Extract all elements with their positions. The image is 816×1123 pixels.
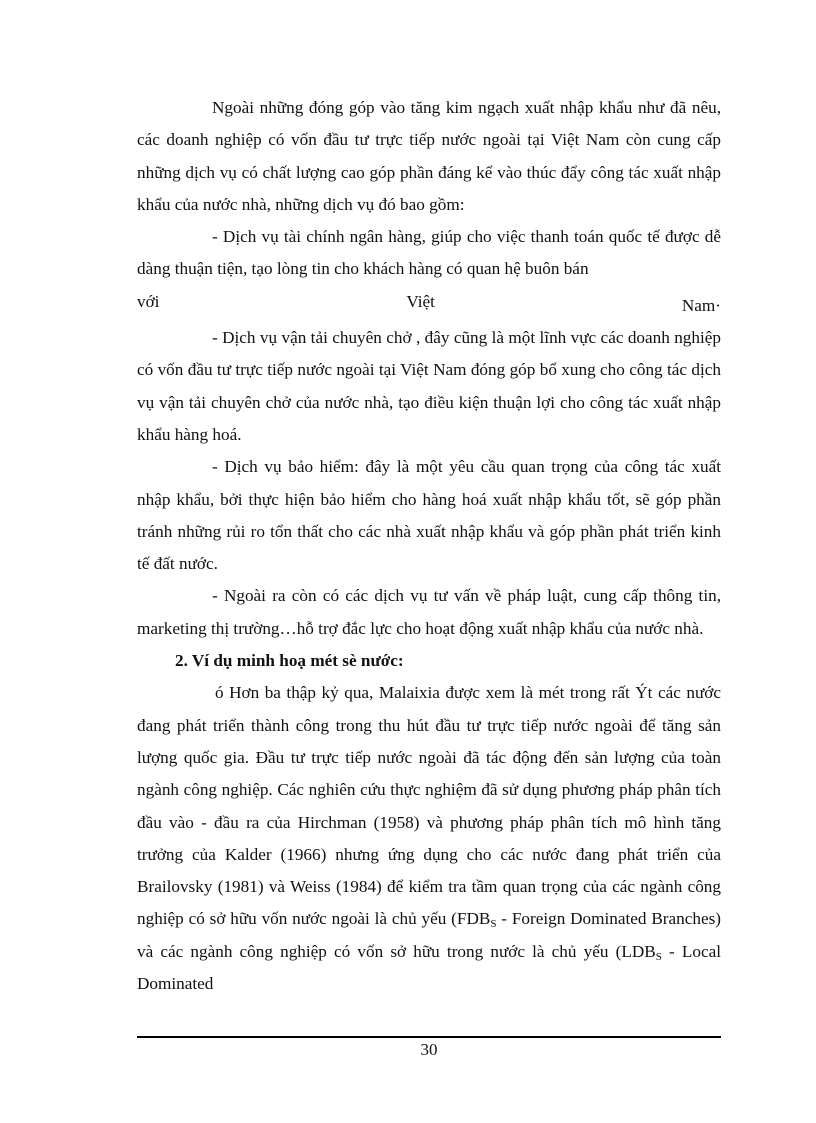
page-number: 30	[420, 1040, 438, 1059]
paragraph-banking-service: - Dịch vụ tài chính ngân hàng, giúp cho việc thanh toán quốc tế được dễ dàng thuận tiện, tạo lòng tin cho khách hàng có quan hệ buôn bán	[137, 227, 721, 279]
paragraph-banking-last-line	[137, 286, 721, 322]
paragraph-malaysia-example	[137, 677, 721, 1000]
word-viet: Việt	[406, 291, 435, 311]
subscript-fdb: S	[490, 918, 497, 931]
paragraph-intro: Ngoài những đóng góp vào tăng kim ngạch xuất nhập khẩu như đã nêu, các doanh nghiệp có vốn đầu tư trực tiếp nước ngoài tại Việt Nam còn cung cấp những dịch vụ có chất lượng cao góp phần đáng kể vào thúc đẩy công tác xuất nhập khẩu của nước nhà, những dịch vụ đó bao gồm:	[137, 98, 721, 214]
paragraph-transport-service: - Dịch vụ vận tải chuyên chở , đây cũng là một lĩnh vực các doanh nghiệp có vốn đầu tư trực tiếp nước ngoài tại Việt Nam đóng góp bổ xung cho công tác dịch vụ vận tải chuyên chở của nước nhà, tạo điều kiện thuận lợi cho công tác xuất nhập khẩu hàng hoá.	[137, 328, 721, 444]
malaysia-text-b: - Foreign Dominated Branches) và các ngành công nghiệp có vốn sở hữu trong nước là chủ yếu (LDB	[137, 909, 721, 961]
paragraph-insurance-service: - Dịch vụ bảo hiểm: đây là một yêu cầu quan trọng của công tác xuất nhập khẩu, bởi thực hiện bảo hiểm cho hàng hoá xuất nhập khẩu tốt, sẽ góp phần tránh những rủi ro tổn thất cho các nhà xuất nhập khẩu và góp phần phát triển kinh tế đất nước.	[137, 457, 721, 574]
malaysia-text-c: - Local Dominated	[137, 941, 721, 994]
malaysia-text-a: ó Hơn ba thập kỷ qua, Malaixia được xem là mét trong rất Ýt các nước đang phát triển thành công trong thu hút đầu tư trực tiếp nước ngoài để tăng sản lượng quốc gia. Đầu tư trực tiếp nước ngoài đã tác động đến sản lượng của toàn ngành công nghiệp. Các nghiên cứu thực nghiệm đã sử dụng phương pháp phân tích đầu vào - đầu ra của Hirchman (1958) và phương pháp phân tích mô hình tăng trưởng của Kalder (1966) nhưng ứng dụng cho các nước đang phát triển của Brailovsky (1981) và Weiss (1984) để kiểm tra tầm quan trọng của các ngành công nghiệp có sở hữu vốn nước ngoài là chủ yếu (FDB	[137, 683, 721, 929]
word-nam: Nam·	[681, 295, 721, 315]
section-heading: 2. Ví dụ minh hoạ mét sè nước:	[175, 651, 404, 671]
paragraph-other-services: - Ngoài ra còn có các dịch vụ tư vấn về pháp luật, cung cấp thông tin, marketing thị trường…hỗ trợ đắc lực cho hoạt động xuất nhập khẩu của nước nhà.	[137, 586, 721, 638]
word-voi: với	[137, 291, 160, 311]
footer-rule	[137, 1036, 721, 1038]
subscript-ldb: S	[655, 950, 662, 963]
body-text	[137, 92, 721, 1000]
